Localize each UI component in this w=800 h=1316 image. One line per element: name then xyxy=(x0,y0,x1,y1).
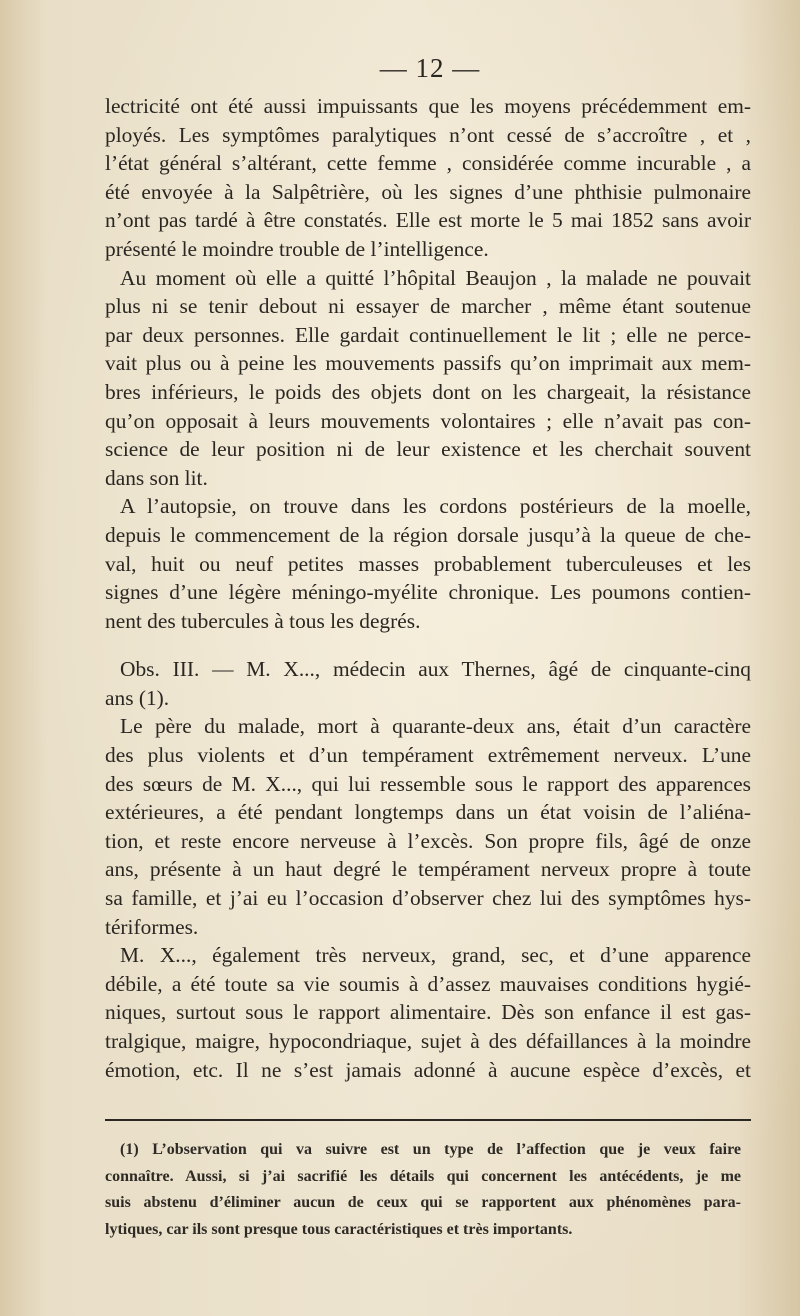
text-line: été envoyée à la Salpêtrière, où les signes d’une phthisie pulmonaire xyxy=(105,179,751,204)
text-line: tion, et reste encore nerveuse à l’excès. Son propre fils, âgé de onze xyxy=(105,828,751,853)
text-line: n’ont pas tardé à être constatés. Elle est morte le 5 mai 1852 sans avoir xyxy=(105,208,751,233)
text-line: qu’on opposait à leurs mouvements volontaires ; elle n’avait pas con- xyxy=(105,408,751,433)
footnote-line: suis abstenu d’éliminer aucun de ceux qui se rapportent aux phénomènes para- xyxy=(105,1194,741,1211)
text-line: extérieures, a été pendant longtemps dans un état voisin de l’aliéna- xyxy=(105,800,751,825)
footnote-line: lytiques, car ils sont presque tous caractéristiques et très importants. xyxy=(105,1220,573,1238)
text-line: tériformes. xyxy=(105,914,199,939)
text-line: niques, surtout sous le rapport alimentaire. Dès son enfance il est gas- xyxy=(105,1000,751,1025)
text-line: val, huit ou neuf petites masses probablement tuberculeuses et les xyxy=(105,551,751,576)
text-line: dans son lit. xyxy=(105,465,208,490)
text-line: A l’autopsie, on trouve dans les cordons postérieurs de la moelle, xyxy=(120,494,751,519)
text-line: bres inférieurs, le poids des objets dont on les chargeait, la résistance xyxy=(105,379,751,404)
text-line: nent des tubercules à tous les degrés. xyxy=(105,608,421,633)
footnote-line: (1) L’observation qui va suivre est un type de l’affection que je veux faire xyxy=(120,1141,741,1158)
footnote-line: connaître. Aussi, si j’ai sacrifié les détails qui concernent les antécédents, je me xyxy=(105,1167,741,1185)
body-text xyxy=(105,92,751,1084)
text-line: l’état général s’altérant, cette femme , considérée comme incurable , a xyxy=(105,151,751,176)
text-line: vait plus ou à peine les mouvements passifs qu’on imprimait aux mem- xyxy=(105,351,751,376)
text-line: des plus violents et d’un tempérament extrêmement nerveux. L’une xyxy=(105,743,751,768)
text-line: ans, présente à un haut degré le tempérament nerveux propre à toute xyxy=(105,857,751,882)
text-line: science de leur position ni de leur existence et les cherchait souvent xyxy=(105,437,751,462)
text-line: Au moment où elle a quitté l’hôpital Beaujon , la malade ne pouvait xyxy=(120,265,751,290)
text-line: ans (1). xyxy=(105,685,170,710)
text-line: Le père du malade, mort à quarante-deux ans, était d’un caractère xyxy=(120,714,751,739)
text-line: des sœurs de M. X..., qui lui ressemble sous le rapport des apparences xyxy=(105,771,751,796)
observation-heading: Obs. III. — M. X..., médecin aux Thernes, âgé de cinquante-cinq xyxy=(120,657,751,682)
footnote-separator xyxy=(105,1119,751,1121)
page-number: — 12 — xyxy=(379,53,481,83)
text-line: plus ni se tenir debout ni essayer de marcher , même étant soutenue xyxy=(105,294,751,319)
text-line: tralgique, maigre, hypocondriaque, sujet à des défaillances à la moindre xyxy=(105,1029,751,1053)
text-line: sa famille, et j’ai eu l’occasion d’observer chez lui des symptômes hys- xyxy=(105,886,751,911)
text-line: par deux personnes. Elle gardait continuellement le lit ; elle ne perce- xyxy=(105,322,751,347)
text-line: débile, a été toute sa vie soumis à d’assez mauvaises conditions hygié- xyxy=(105,971,751,996)
text-line: émotion, etc. Il ne s’est jamais adonné à aucune espèce d’excès, et xyxy=(105,1057,751,1082)
text-line: présenté le moindre trouble de l’intelligence. xyxy=(105,236,489,261)
footnote xyxy=(105,1137,741,1243)
text-line: ployés. Les symptômes paralytiques n’ont cessé de s’accroître , et , xyxy=(105,122,751,147)
text-line: signes d’une légère méningo-myélite chronique. Les poumons contien- xyxy=(105,580,751,605)
text-line: M. X..., également très nerveux, grand, sec, et d’une apparence xyxy=(120,943,751,968)
text-line: depuis le commencement de la région dorsale jusqu’à la queue de che- xyxy=(105,522,751,547)
text-line: lectricité ont été aussi impuissants que les moyens précédemment em- xyxy=(105,94,751,118)
